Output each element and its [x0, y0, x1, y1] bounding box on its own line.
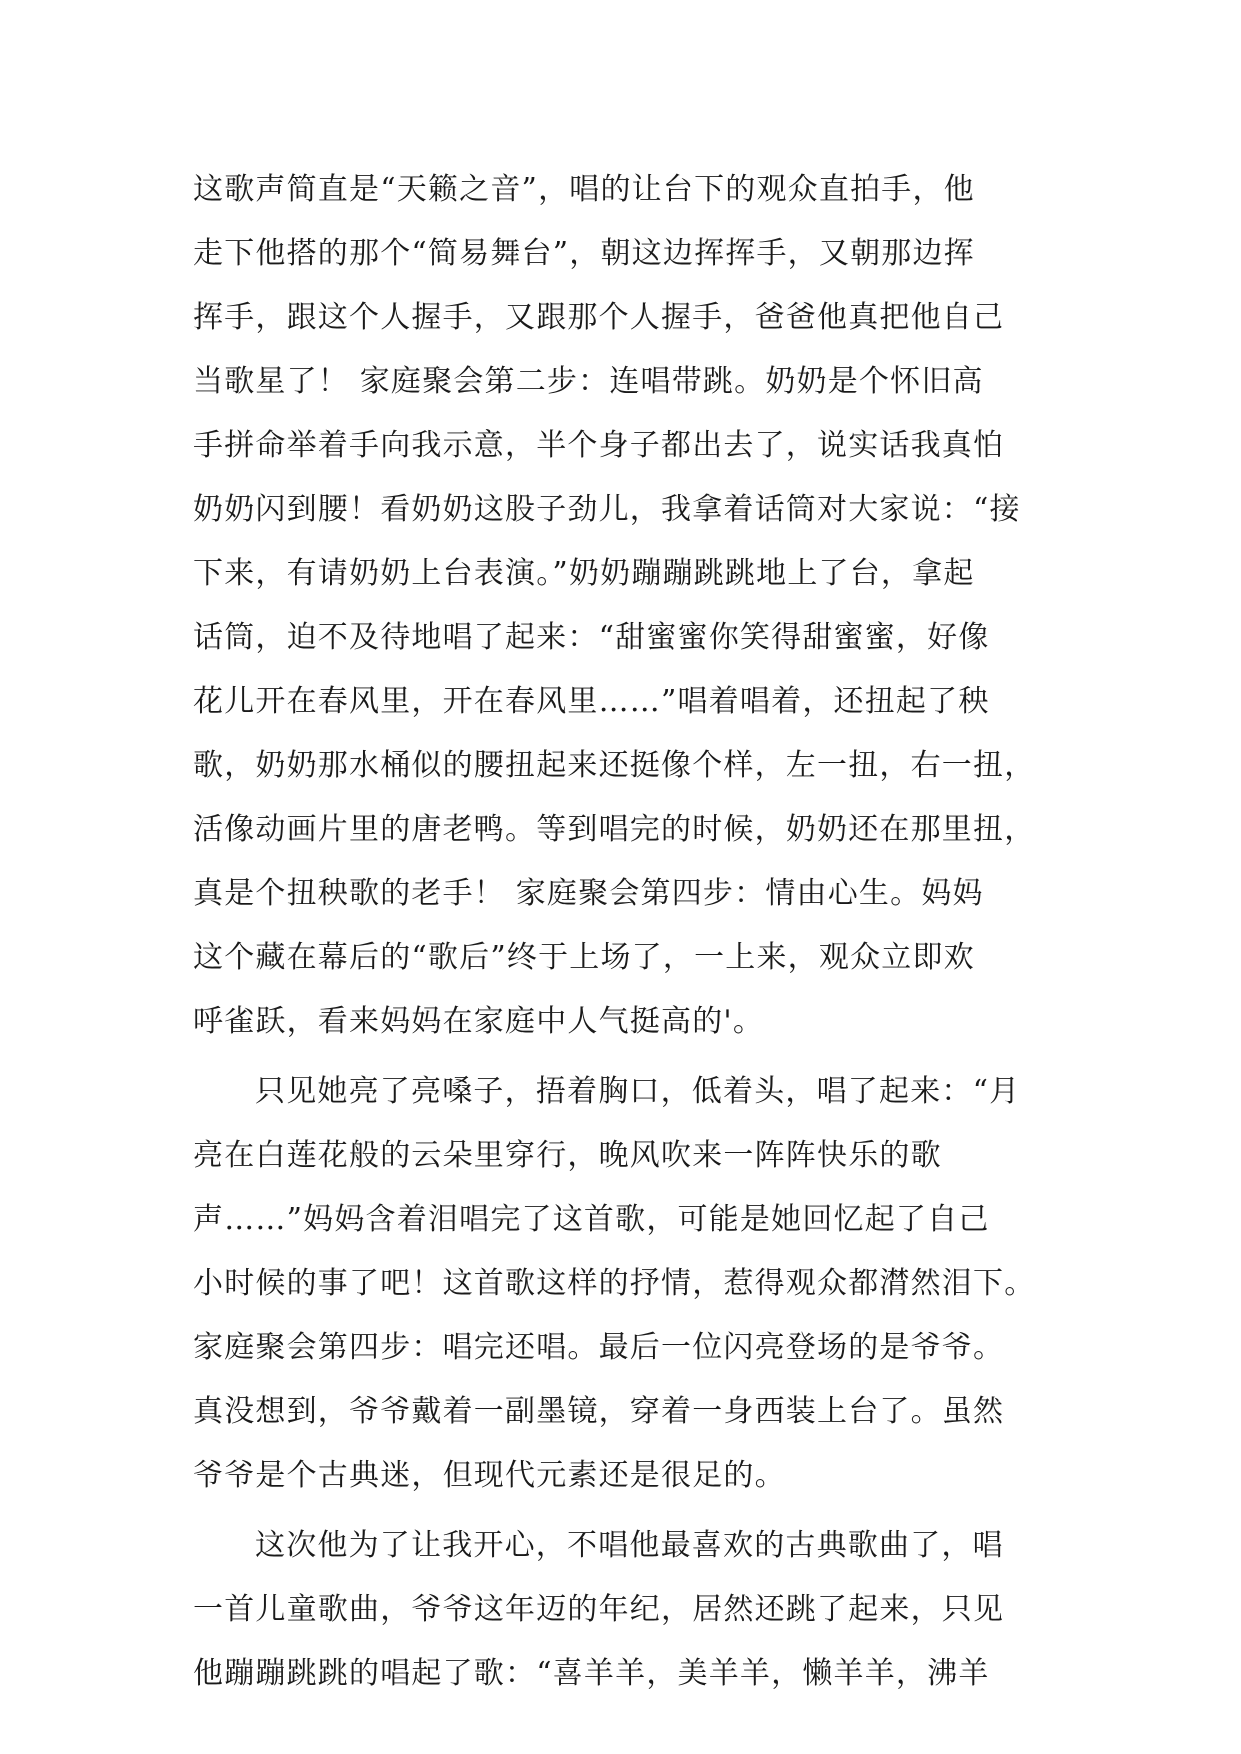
- text-line: 爷爷是个古典迷，但现代元素还是很足的。: [193, 1458, 786, 1493]
- text-line: 声……”妈妈含着泪唱完了这首歌，可能是她回忆起了自己: [193, 1202, 990, 1237]
- text-line-indented: 只见她亮了亮嗓子，捂着胸口，低着头，唱了起来：“月: [255, 1074, 1021, 1109]
- text-line: 他蹦蹦跳跳的唱起了歌：“喜羊羊，美羊羊，懒羊羊，沸羊: [193, 1656, 990, 1691]
- text-line: 一首儿童歌曲，爷爷这年迈的年纪，居然还跳了起来，只见: [193, 1592, 1005, 1627]
- paragraph-3: [193, 1514, 1053, 1706]
- text-line: 呼雀跃，看来妈妈在家庭中人气挺高的'。: [193, 1004, 765, 1039]
- text-line: 挥手，跟这个人握手，又跟那个人握手，爸爸他真把他自己: [193, 300, 1005, 335]
- text-line-indented: 这次他为了让我开心，不唱他最喜欢的古典歌曲了，唱: [255, 1528, 1004, 1563]
- document-body: [193, 158, 1053, 1706]
- text-line: 奶奶闪到腰！看奶奶这股子劲儿，我拿着话筒对大家说：“接: [193, 492, 1021, 527]
- text-line: 真没想到，爷爷戴着一副墨镜，穿着一身西装上台了。虽然: [193, 1394, 1005, 1429]
- text-line: 歌，奶奶那水桶似的腰扭起来还挺像个样，左一扭，右一扭，: [193, 748, 1036, 783]
- text-line: 下来，有请奶奶上台表演。”奶奶蹦蹦跳跳地上了台，拿起: [193, 556, 975, 591]
- text-line: 真是个扭秧歌的老手！ 家庭聚会第四步：情由心生。妈妈: [193, 876, 984, 911]
- text-line: 活像动画片里的唐老鸭。等到唱完的时候，奶奶还在那里扭，: [193, 812, 1036, 847]
- text-line: 小时候的事了吧！这首歌这样的抒情，惹得观众都潸然泪下。: [193, 1266, 1036, 1301]
- text-line: 这歌声简直是“天籁之音”，唱的让台下的观众直拍手，他: [193, 172, 975, 207]
- paragraph-2: [193, 1060, 1053, 1508]
- paragraph-1: [193, 158, 1053, 1054]
- text-line: 手拼命举着手向我示意，半个身子都出去了，说实话我真怕: [193, 428, 1005, 463]
- text-line: 话筒，迫不及待地唱了起来：“甜蜜蜜你笑得甜蜜蜜，好像: [193, 620, 990, 655]
- text-line: 花儿开在春风里，开在春风里……”唱着唱着，还扭起了秧: [193, 684, 990, 719]
- text-line: 家庭聚会第四步：唱完还唱。最后一位闪亮登场的是爷爷。: [193, 1330, 1005, 1365]
- text-line: 亮在白莲花般的云朵里穿行，晚风吹来一阵阵快乐的歌: [193, 1138, 942, 1173]
- text-line: 这个藏在幕后的“歌后”终于上场了，一上来，观众立即欢: [193, 940, 975, 975]
- text-line: 当歌星了！ 家庭聚会第二步：连唱带跳。奶奶是个怀旧高: [193, 364, 984, 399]
- text-line: 走下他搭的那个“简易舞台”，朝这边挥挥手，又朝那边挥: [193, 236, 975, 271]
